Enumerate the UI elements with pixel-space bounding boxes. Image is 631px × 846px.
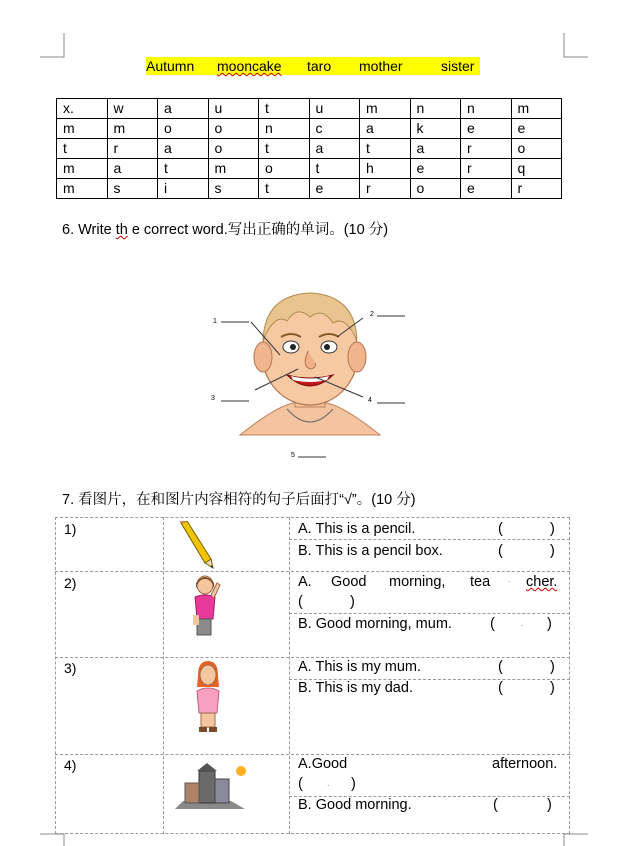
grid-cell: n [461,99,512,119]
word-sister: sister [441,58,475,74]
word-search-grid [56,98,562,199]
row-4-number: 4) [64,757,77,773]
grid-cell: o [259,159,310,179]
grid-row [57,139,562,159]
row-4-option-a-paren-open: ( [298,776,303,792]
row-3-number: 3) [64,660,77,676]
grid-cell: a [410,139,461,159]
row-1-number: 1) [64,521,77,537]
grid-cell: t [259,139,310,159]
corner-mark-top-left [40,33,66,59]
grid-cell: u [208,99,259,119]
row-1-option-b-paren-close: ) [550,543,555,559]
row-2-option-a-word-3: morning, [389,574,446,590]
grid-cell: a [158,99,209,119]
grid-cell: e [410,159,461,179]
grid-cell: h [360,159,411,179]
grid-row [57,99,562,119]
grid-cell: r [107,139,158,159]
row-2-option-b: B. Good morning, mum. [298,616,452,632]
grid-cell: c [309,119,360,139]
grid-cell: m [57,179,108,199]
corner-mark-top-right [562,33,588,59]
row-2-option-b-paren-open: ( [490,616,495,632]
grid-cell: o [410,179,461,199]
grid-cell: o [158,119,209,139]
row-2-option-a-word-4: tea [470,574,491,590]
row-3-option-b: B. This is my dad. [298,680,413,696]
grid-cell: r [511,179,562,199]
grid-cell: m [57,159,108,179]
row-1-option-a-paren-open: ( [498,521,503,537]
grid-cell: x. [57,99,108,119]
grid-row [57,179,562,199]
word-mooncake: mooncake [217,58,282,74]
pencil-icon [177,521,217,569]
row-2-option-a-word-5: cher. [526,574,558,590]
grid-cell: m [511,99,562,119]
row-2-option-b-dot: . [521,618,524,628]
grid-cell: s [107,179,158,199]
face-label-5: 5 [291,452,295,459]
grid-cell: t [158,159,209,179]
boy-face-illustration [205,285,415,465]
matching-table [55,517,570,834]
word-autumn: Autumn [146,58,195,74]
woman-waving-icon [187,573,223,639]
face-label-3: 3 [211,395,215,402]
grid-cell: m [208,159,259,179]
grid-cell: a [309,139,360,159]
row-1-option-b: B. This is a pencil box. [298,543,443,559]
face-label-1: 1 [213,318,217,325]
row-4-option-b-paren-open: ( [493,797,498,813]
grid-cell: t [259,179,310,199]
grid-cell: m [57,119,108,139]
row-4-option-b-paren-close: ) [547,797,552,813]
row-4-option-a-paren-close: ) [351,776,356,792]
row-3-option-a: A. This is my mum. [298,659,421,675]
grid-cell: a [107,159,158,179]
row-4-option-a-right: afternoon. [492,756,558,772]
grid-cell: e [511,119,562,139]
row-2-option-a-dot: . [508,574,511,584]
face-label-4: 4 [368,397,372,404]
question-7-title: 7. 看图片，在和图片内容相符的句子后面打“√”。(10 分) [62,492,416,508]
woman-icon [193,661,223,733]
row-1-option-a-paren-close: ) [550,521,555,537]
grid-cell: n [259,119,310,139]
face-label-2: 2 [370,311,374,318]
row-2-option-a-word-2: Good [331,574,367,590]
row-2-option-a-word-1: A. [298,574,312,590]
grid-cell: m [360,99,411,119]
grid-cell: n [410,99,461,119]
grid-cell: s [208,179,259,199]
grid-row [57,159,562,179]
row-4-option-a-dot: . [327,778,330,788]
grid-cell: m [107,119,158,139]
word-mother: mother [359,58,403,74]
grid-cell: q [511,159,562,179]
row-3-option-a-paren-close: ) [550,659,555,675]
row-1-option-b-paren-open: ( [498,543,503,559]
row-2-number: 2) [64,575,77,591]
word-taro: taro [307,58,332,74]
grid-cell: a [158,139,209,159]
word-bank [146,57,480,75]
grid-cell: e [461,119,512,139]
row-4-option-b: B. Good morning. [298,797,412,813]
row-2-option-b-paren-close: ) [547,616,552,632]
grid-cell: t [309,159,360,179]
row-3-option-b-paren-close: ) [550,680,555,696]
grid-cell: w [107,99,158,119]
grid-cell: o [208,139,259,159]
grid-cell: r [461,159,512,179]
grid-row [57,119,562,139]
grid-cell: t [259,99,310,119]
grid-cell: k [410,119,461,139]
row-4-option-a-left: A.Good [298,756,348,772]
grid-cell: o [208,119,259,139]
grid-cell: t [57,139,108,159]
building-icon [175,763,251,809]
grid-cell: o [511,139,562,159]
grid-cell: a [360,119,411,139]
row-2-option-a-paren-close: ) [350,594,355,610]
grid-cell: u [309,99,360,119]
row-2-option-a-paren-open: ( [298,594,303,610]
grid-cell: t [360,139,411,159]
row-1-option-a: A. This is a pencil. [298,521,416,537]
question-6-title: 6. Write th e correct word.写出正确的单词。(10 分) [62,222,389,238]
row-3-option-b-paren-open: ( [498,680,503,696]
row-3-option-a-paren-open: ( [498,659,503,675]
grid-cell: e [309,179,360,199]
grid-cell: i [158,179,209,199]
grid-cell: r [461,139,512,159]
grid-cell: e [461,179,512,199]
grid-cell: r [360,179,411,199]
